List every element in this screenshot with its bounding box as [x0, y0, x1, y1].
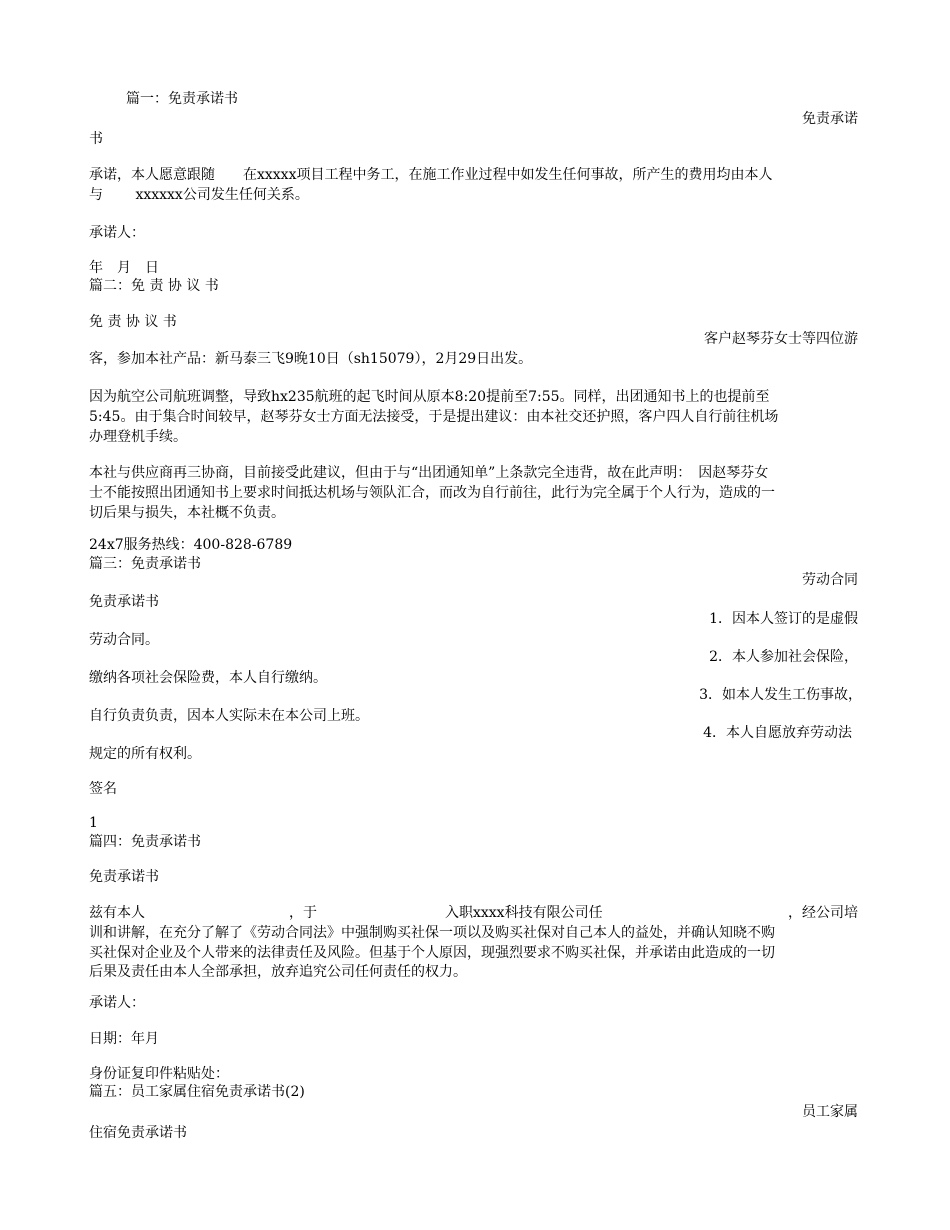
- document-title: 住宿免责承诺书: [89, 1125, 187, 1141]
- list-item: 2．本人参加社会保险，: [709, 649, 858, 665]
- paragraph-line: 本社与供应商再三协商，目前接受此建议，但由于与“出团通知单”上条款完全违背，故在此声明： 因赵琴芬女: [89, 465, 769, 481]
- document-title: 免责承诺: [802, 111, 858, 127]
- paragraph-line: 买社保对企业及个人带来的法律责任及风险。但基于个人原因，现强烈要求不购买社保，并承诺由此造成的一切: [89, 945, 775, 961]
- list-item: 规定的所有权利。: [89, 746, 201, 762]
- list-item: 4．本人自愿放弃劳动法: [703, 725, 852, 741]
- paragraph-line: 士不能按照出团通知书上要求时间抵达机场与领队汇合，而改为自行前往，此行为完全属于个人行为，造成的一: [89, 485, 775, 501]
- paragraph-line: ，于: [289, 905, 317, 921]
- section-heading: 篇二：免 责 协 议 书: [89, 278, 219, 294]
- paragraph-line: 入职xxxx科技有限公司任: [445, 905, 603, 921]
- list-item: 3．如本人发生工伤事故，: [699, 687, 862, 703]
- paragraph-line: 训和讲解，在充分了解了《劳动合同法》中强制购买社保一项以及购买社保对自己本人的益处，并确认知晓不购: [89, 925, 775, 941]
- signer-label: 承诺人：: [89, 225, 145, 241]
- document-title: 免责承诺书: [89, 869, 159, 885]
- list-item: 1．因本人签订的是虚假: [709, 611, 858, 627]
- paragraph-line: 承诺，本人愿意跟随 在xxxxx项目工程中务工，在施工作业过程中如发生任何事故，所产生的费用均由本人: [89, 167, 773, 183]
- list-item: 自行负责负责，因本人实际未在本公司上班。: [89, 708, 369, 724]
- paragraph-line: 5:45。由于集合时间较早，赵琴芬女士方面无法接受，于是提出建议：由本社交还护照，客户四人自行前往机场: [89, 409, 779, 425]
- id-paste-label: 身份证复印件粘贴处：: [89, 1066, 229, 1082]
- page-number: 1: [89, 815, 98, 831]
- date-label: 年 月 日: [89, 260, 159, 276]
- document-title: 免责承诺书: [89, 594, 159, 610]
- paragraph-line: 兹有本人: [89, 905, 145, 921]
- paragraph-line: 切后果与损失，本社概不负责。: [89, 505, 285, 521]
- paragraph-line: 后果及责任由本人全部承担，放弃追究公司任何责任的权力。: [89, 964, 467, 980]
- paragraph-line: 客，参加本社产品：新马泰三飞9晚10日（sh15079），2月29日出发。: [89, 351, 533, 367]
- document-title: 免 责 协 议 书: [89, 314, 177, 330]
- paragraph-line: 办理登机手续。: [89, 429, 187, 445]
- paragraph-line: 与 xxxxxx公司发生任何关系。: [89, 187, 309, 203]
- paragraph-line: 因为航空公司航班调整，导致hx235航班的起飞时间从原本8:20提前至7:55。同样，出团通知书上的也提前至: [89, 389, 770, 405]
- paragraph-line: ，经公司培: [788, 905, 858, 921]
- section-heading: 篇四：免责承诺书: [89, 834, 201, 850]
- paragraph-line: 劳动合同: [802, 572, 858, 588]
- signer-label: 承诺人：: [89, 995, 145, 1011]
- document-title: 书: [89, 131, 103, 147]
- section-heading: 篇三：免责承诺书: [89, 556, 201, 572]
- hotline: 24x7服务热线：400-828-6789: [89, 537, 293, 553]
- section-heading: 篇五：员工家属住宿免责承诺书(2): [89, 1084, 305, 1100]
- list-item: 缴纳各项社会保险费，本人自行缴纳。: [89, 670, 327, 686]
- paragraph-line: 客户赵琴芬女士等四位游: [704, 331, 858, 347]
- sign-label: 签名: [89, 781, 117, 797]
- document-title: 员工家属: [802, 1104, 858, 1120]
- date-label: 日期：年月: [89, 1031, 159, 1047]
- list-item: 劳动合同。: [89, 632, 159, 648]
- section-heading: 篇一：免责承诺书: [126, 91, 238, 107]
